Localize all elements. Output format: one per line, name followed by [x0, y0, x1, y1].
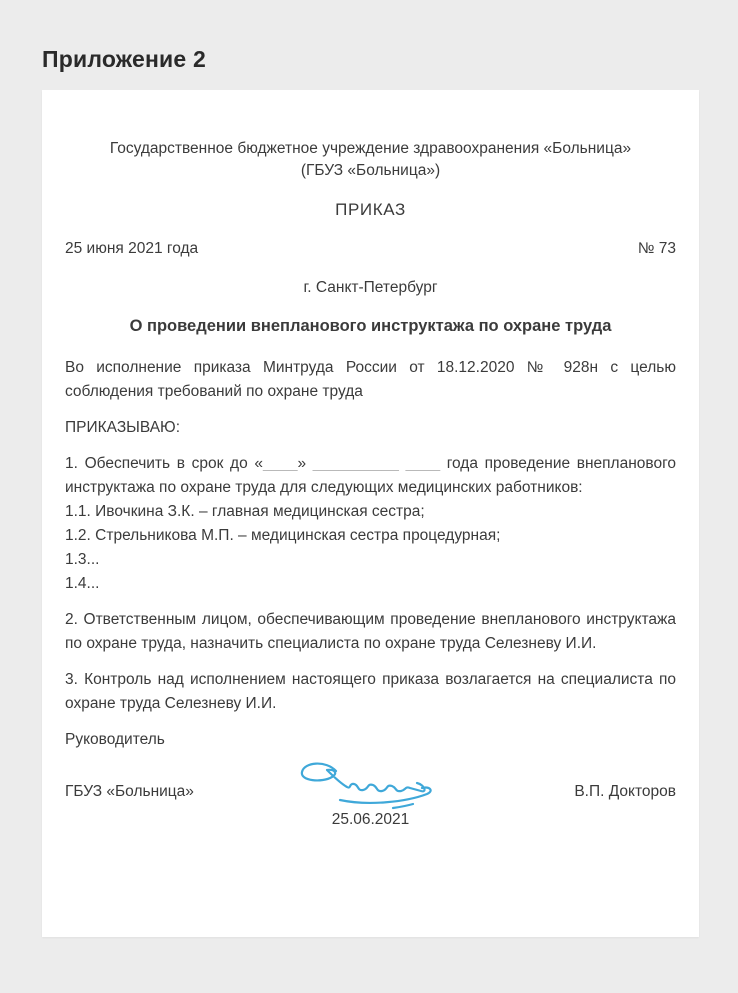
signer-position: Руководитель	[65, 731, 165, 748]
order-item-1-suffix: года проведение внепланового инструктажа по охране труда для следующих медицинских работников:	[65, 455, 677, 496]
signer-name: В.П. Докторов	[574, 783, 676, 800]
order-subitem-1-1: 1.1. Ивочкина З.К. – главная медицинская сестра;	[65, 503, 425, 520]
signature-row	[65, 754, 676, 830]
page-title: Приложение 2	[42, 46, 206, 72]
preamble: Во исполнение приказа Минтруда России от 18.12.2020 № 928н с целью соблюдения требований по охране труда	[65, 359, 676, 400]
organization-name	[65, 138, 676, 182]
document-type: ПРИКАЗ	[335, 200, 406, 219]
signature-block	[296, 754, 446, 830]
order-item-1	[65, 452, 676, 500]
order-item-1-quote: »	[297, 455, 313, 472]
order-item-2: 2. Ответственным лицом, обеспечивающим проведение внепланового инструктажа по охране труда, назначить специалиста по охране труда Селезневу И.И.	[65, 611, 676, 652]
order-item-1-space	[399, 455, 406, 472]
document-date: 25 июня 2021 года	[65, 240, 199, 257]
order-subitem-1-3: 1.3...	[65, 551, 100, 568]
city: г. Санкт-Петербург	[303, 279, 438, 296]
signature-ink-icon	[296, 754, 446, 816]
document-card	[42, 90, 699, 937]
blank-year-field: ____	[405, 455, 441, 472]
signature-date: 25.06.2021	[331, 811, 410, 828]
date-number-row	[65, 237, 676, 261]
order-subitem-1-2: 1.2. Стрельникова М.П. – медицинская сестра процедурная;	[65, 527, 501, 544]
signer-org: ГБУЗ «Больница»	[65, 783, 194, 800]
blank-day-field: ____	[262, 455, 298, 472]
order-item-1-text: 1. Обеспечить в срок до «	[65, 455, 263, 472]
blank-month-field: __________	[312, 455, 399, 472]
document-number: № 73	[637, 240, 676, 257]
subject-title: О проведении внепланового инструктажа по охране труда	[129, 317, 612, 335]
order-subitem-1-4: 1.4...	[65, 575, 100, 592]
org-name-line2: (ГБУЗ «Больница»)	[300, 162, 441, 179]
org-name-line1: Государственное бюджетное учреждение здравоохранения «Больница»	[109, 140, 632, 157]
order-item-3: 3. Контроль над исполнением настоящего приказа возлагается на специалиста по охране труда Селезневу И.И.	[65, 671, 676, 712]
order-word: ПРИКАЗЫВАЮ:	[65, 419, 181, 436]
